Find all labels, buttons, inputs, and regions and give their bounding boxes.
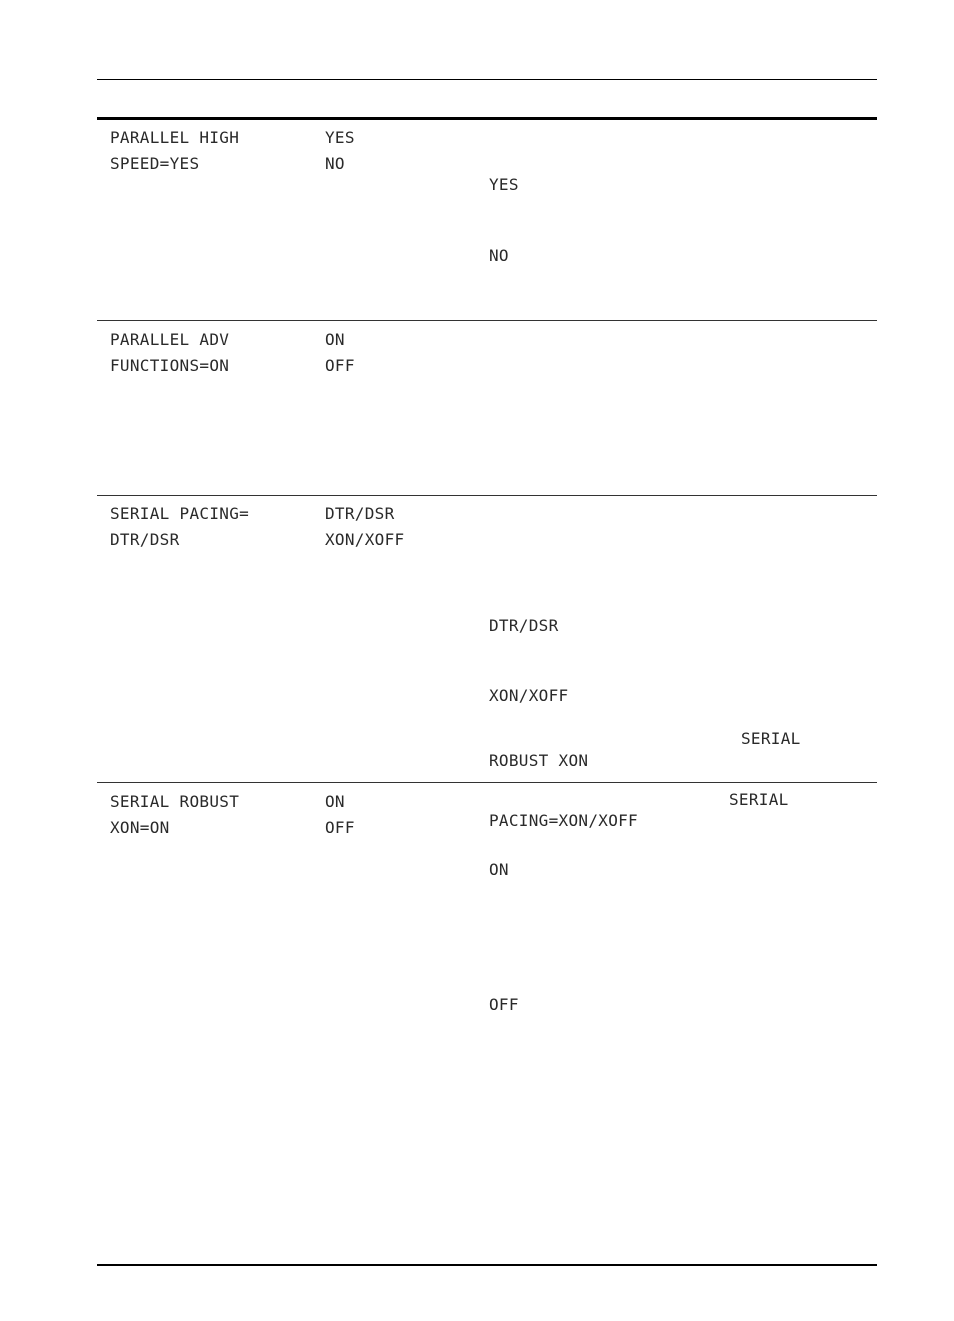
- description-term: SERIAL: [729, 790, 789, 809]
- value-option: ON: [325, 330, 345, 349]
- row-divider: [97, 320, 877, 321]
- menu-item-line: SERIAL ROBUST: [110, 792, 240, 811]
- description-term: XON/XOFF: [489, 686, 569, 705]
- row-divider: [97, 782, 877, 783]
- menu-item-line: FUNCTIONS=ON: [110, 356, 230, 375]
- value-option: NO: [325, 154, 345, 173]
- value-option: OFF: [325, 818, 355, 837]
- menu-item-line: DTR/DSR: [110, 530, 180, 549]
- description-term: SERIAL: [741, 729, 801, 748]
- menu-item-line: PARALLEL ADV: [110, 330, 230, 349]
- menu-item-line: PARALLEL HIGH: [110, 128, 240, 147]
- value-option: XON/XOFF: [325, 530, 405, 549]
- value-option: OFF: [325, 356, 355, 375]
- menu-item-line: SPEED=YES: [110, 154, 200, 173]
- value-option: YES: [325, 128, 355, 147]
- value-option: ON: [325, 792, 345, 811]
- description-term: DTR/DSR: [489, 616, 559, 635]
- top-rule: [97, 79, 877, 80]
- description-term: ROBUST XON: [489, 751, 589, 770]
- menu-item-line: SERIAL PACING=: [110, 504, 250, 523]
- menu-item-line: XON=ON: [110, 818, 170, 837]
- value-option: DTR/DSR: [325, 504, 395, 523]
- description-term: ON: [489, 860, 509, 879]
- description-term: OFF: [489, 995, 519, 1014]
- description-term: NO: [489, 246, 509, 265]
- table-header-rule: [97, 117, 877, 120]
- description-term: YES: [489, 175, 519, 194]
- row-divider: [97, 495, 877, 496]
- description-term: PACING=XON/XOFF: [489, 811, 638, 830]
- bottom-rule: [97, 1264, 877, 1266]
